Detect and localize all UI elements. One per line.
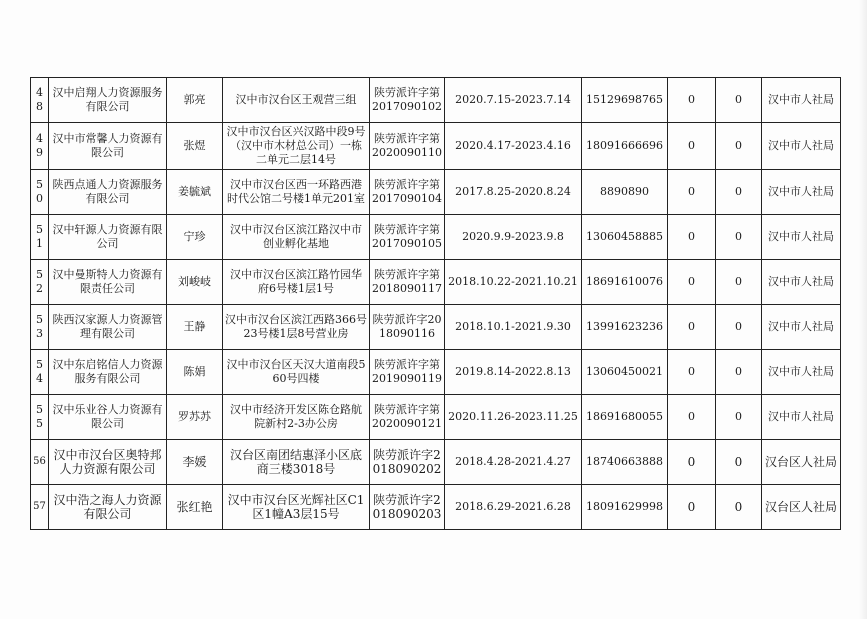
permit-number: 陕劳派许字2018090202 <box>370 440 445 485</box>
count-b: 0 <box>716 440 762 485</box>
issuing-department: 汉中市人社局 <box>762 305 841 350</box>
row-number: 57 <box>31 485 49 530</box>
address: 汉中市汉台区天汉大道南段560号四楼 <box>223 350 370 395</box>
permit-number: 陕劳派许字第2020090110 <box>370 123 445 170</box>
company-name: 汉中市汉台区奥特邦人力资源有限公司 <box>49 440 167 485</box>
address: 汉中市汉台区光辉社区C1区1幢A3层15号 <box>223 485 370 530</box>
company-name: 陕西点通人力资源服务有限公司 <box>49 170 167 215</box>
issuing-department: 汉台区人社局 <box>762 440 841 485</box>
count-a: 0 <box>668 350 716 395</box>
count-a: 0 <box>668 440 716 485</box>
company-name: 汉中浩之海人力资源有限公司 <box>49 485 167 530</box>
row-number: 54 <box>31 350 49 395</box>
count-a: 0 <box>668 395 716 440</box>
count-b: 0 <box>716 395 762 440</box>
legal-person: 张红艳 <box>167 485 223 530</box>
table-row <box>31 170 841 215</box>
address: 汉中市经济开发区陈仓路航院新村2-3办公房 <box>223 395 370 440</box>
permit-number: 陕劳派许字第2017090104 <box>370 170 445 215</box>
row-number: 52 <box>31 260 49 305</box>
count-a: 0 <box>668 123 716 170</box>
permit-number: 陕劳派许字2018090116 <box>370 305 445 350</box>
company-name: 汉中启翔人力资源服务有限公司 <box>49 78 167 123</box>
company-name: 汉中东启铭信人力资源服务有限公司 <box>49 350 167 395</box>
table-row <box>31 485 841 530</box>
count-a: 0 <box>668 78 716 123</box>
company-name: 汉中曼斯特人力资源有限责任公司 <box>49 260 167 305</box>
table-row <box>31 215 841 260</box>
row-number: 53 <box>31 305 49 350</box>
address: 汉中市汉台区滨江西路366号23号楼1层8号营业房 <box>223 305 370 350</box>
validity-period: 2020.9.9-2023.9.8 <box>445 215 582 260</box>
company-name: 汉中轩源人力资源有限公司 <box>49 215 167 260</box>
legal-person: 郭亮 <box>167 78 223 123</box>
count-a: 0 <box>668 260 716 305</box>
issuing-department: 汉台区人社局 <box>762 485 841 530</box>
count-b: 0 <box>716 260 762 305</box>
table-row <box>31 395 841 440</box>
permit-number: 陕劳派许字第2019090119 <box>370 350 445 395</box>
phone-number: 18691610076 <box>582 260 668 305</box>
table-row <box>31 440 841 485</box>
phone-number: 13991623236 <box>582 305 668 350</box>
count-b: 0 <box>716 350 762 395</box>
issuing-department: 汉中市人社局 <box>762 395 841 440</box>
address: 汉中市汉台区西一环路西港时代公馆二号楼1单元201室 <box>223 170 370 215</box>
validity-period: 2018.4.28-2021.4.27 <box>445 440 582 485</box>
validity-period: 2018.10.1-2021.9.30 <box>445 305 582 350</box>
table-row <box>31 123 841 170</box>
issuing-department: 汉中市人社局 <box>762 260 841 305</box>
count-a: 0 <box>668 485 716 530</box>
validity-period: 2020.4.17-2023.4.16 <box>445 123 582 170</box>
issuing-department: 汉中市人社局 <box>762 78 841 123</box>
permit-number: 陕劳派许字第2018090117 <box>370 260 445 305</box>
validity-period: 2018.10.22-2021.10.21 <box>445 260 582 305</box>
validity-period: 2020.11.26-2023.11.25 <box>445 395 582 440</box>
permit-number: 陕劳派许字第2017090102 <box>370 78 445 123</box>
address: 汉中市汉台区王观营三组 <box>223 78 370 123</box>
company-name: 陕西汉家源人力资源管理有限公司 <box>49 305 167 350</box>
address: 汉中市汉台区滨江路竹园华府6号楼1层1号 <box>223 260 370 305</box>
permit-number: 陕劳派许字第2017090105 <box>370 215 445 260</box>
company-name: 汉中乐业谷人力资源有限公司 <box>49 395 167 440</box>
validity-period: 2017.8.25-2020.8.24 <box>445 170 582 215</box>
count-b: 0 <box>716 485 762 530</box>
phone-number: 15129698765 <box>582 78 668 123</box>
issuing-department: 汉中市人社局 <box>762 170 841 215</box>
legal-person: 宁珍 <box>167 215 223 260</box>
count-b: 0 <box>716 305 762 350</box>
phone-number: 13060458885 <box>582 215 668 260</box>
row-number: 55 <box>31 395 49 440</box>
page-edge-shadow <box>859 0 867 619</box>
table-row <box>31 305 841 350</box>
row-number: 56 <box>31 440 49 485</box>
legal-person: 刘峻岐 <box>167 260 223 305</box>
count-a: 0 <box>668 170 716 215</box>
phone-number: 8890890 <box>582 170 668 215</box>
issuing-department: 汉中市人社局 <box>762 123 841 170</box>
legal-person: 王静 <box>167 305 223 350</box>
address: 汉台区南团结惠泽小区底商三楼3018号 <box>223 440 370 485</box>
legal-person: 张煜 <box>167 123 223 170</box>
table-row <box>31 78 841 123</box>
count-b: 0 <box>716 170 762 215</box>
address: 汉中市汉台区滨江路汉中市创业孵化基地 <box>223 215 370 260</box>
table-row <box>31 350 841 395</box>
count-a: 0 <box>668 215 716 260</box>
count-a: 0 <box>668 305 716 350</box>
phone-number: 18691680055 <box>582 395 668 440</box>
row-number: 50 <box>31 170 49 215</box>
legal-person: 李媛 <box>167 440 223 485</box>
count-b: 0 <box>716 123 762 170</box>
issuing-department: 汉中市人社局 <box>762 215 841 260</box>
legal-person: 罗苏苏 <box>167 395 223 440</box>
row-number: 51 <box>31 215 49 260</box>
table-row <box>31 260 841 305</box>
issuing-department: 汉中市人社局 <box>762 350 841 395</box>
validity-period: 2019.8.14-2022.8.13 <box>445 350 582 395</box>
phone-number: 13060450021 <box>582 350 668 395</box>
row-number: 48 <box>31 78 49 123</box>
phone-number: 18091629998 <box>582 485 668 530</box>
count-b: 0 <box>716 215 762 260</box>
permit-number: 陕劳派许字第2020090121 <box>370 395 445 440</box>
agency-registry-table <box>30 77 841 530</box>
row-number: 49 <box>31 123 49 170</box>
count-b: 0 <box>716 78 762 123</box>
validity-period: 2020.7.15-2023.7.14 <box>445 78 582 123</box>
legal-person: 陈娟 <box>167 350 223 395</box>
address: 汉中市汉台区兴汉路中段9号（汉中市木材总公司）一栋二单元二层14号 <box>223 123 370 170</box>
legal-person: 姜毓斌 <box>167 170 223 215</box>
validity-period: 2018.6.29-2021.6.28 <box>445 485 582 530</box>
phone-number: 18091666696 <box>582 123 668 170</box>
permit-number: 陕劳派许字2018090203 <box>370 485 445 530</box>
phone-number: 18740663888 <box>582 440 668 485</box>
company-name: 汉中市常馨人力资源有限公司 <box>49 123 167 170</box>
